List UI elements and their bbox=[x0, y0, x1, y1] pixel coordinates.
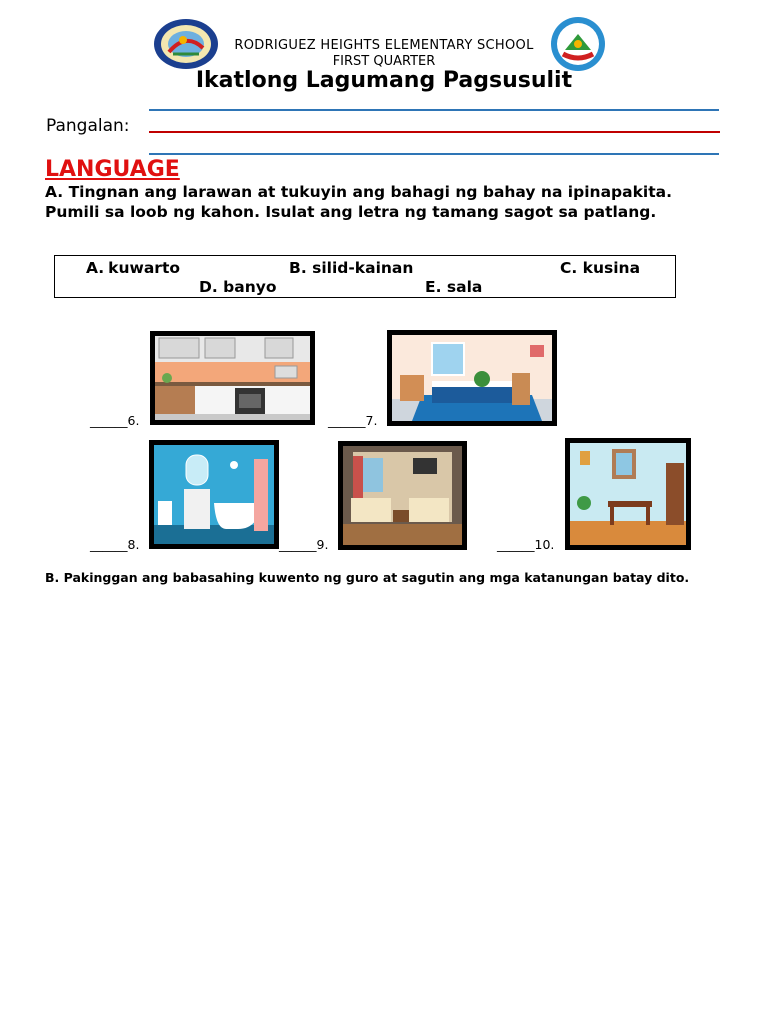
answer-blank-8[interactable]: ______8. bbox=[90, 537, 140, 552]
choices-box bbox=[54, 255, 676, 298]
school-name: RODRIGUEZ HEIGHTS ELEMENTARY SCHOOL bbox=[234, 38, 534, 53]
choice-d: D. banyo bbox=[199, 278, 277, 296]
quarter-label: FIRST QUARTER bbox=[332, 54, 436, 69]
bedroom-image bbox=[387, 330, 557, 426]
section-heading: LANGUAGE bbox=[45, 157, 180, 182]
top-rule bbox=[149, 109, 719, 111]
answer-blank-10[interactable]: ______10. bbox=[497, 537, 555, 552]
dining-room-image bbox=[565, 438, 691, 550]
bottom-rule bbox=[149, 153, 719, 155]
answer-blank-9[interactable]: ______9. bbox=[279, 537, 329, 552]
name-answer-line[interactable] bbox=[149, 131, 720, 133]
name-label: Pangalan: bbox=[46, 116, 130, 136]
answer-blank-6[interactable]: ______6. bbox=[90, 413, 140, 428]
part-b-instructions: B. Pakinggan ang babasahing kuwento ng guro at sagutin ang mga katanungan batay dito. bbox=[45, 570, 690, 585]
choice-c: C. kusina bbox=[560, 259, 641, 277]
choice-b: B. silid-kainan bbox=[289, 259, 414, 277]
choice-e: E. sala bbox=[425, 278, 483, 296]
part-a-instructions: A. Tingnan ang larawan at tukuyin ang bahagi ng bahay na ipinapakita. Pumili sa loob ng kahon. Isulat ang letra ng tamang sagot sa patlang. bbox=[45, 183, 672, 221]
choice-a: A. kuwarto bbox=[86, 259, 180, 277]
kitchen-image bbox=[150, 331, 315, 425]
living-room-image bbox=[338, 441, 467, 550]
answer-blank-7[interactable]: ______7. bbox=[328, 413, 378, 428]
test-title: Ikatlong Lagumang Pagsusulit bbox=[195, 68, 573, 93]
bathroom-image bbox=[149, 440, 279, 549]
